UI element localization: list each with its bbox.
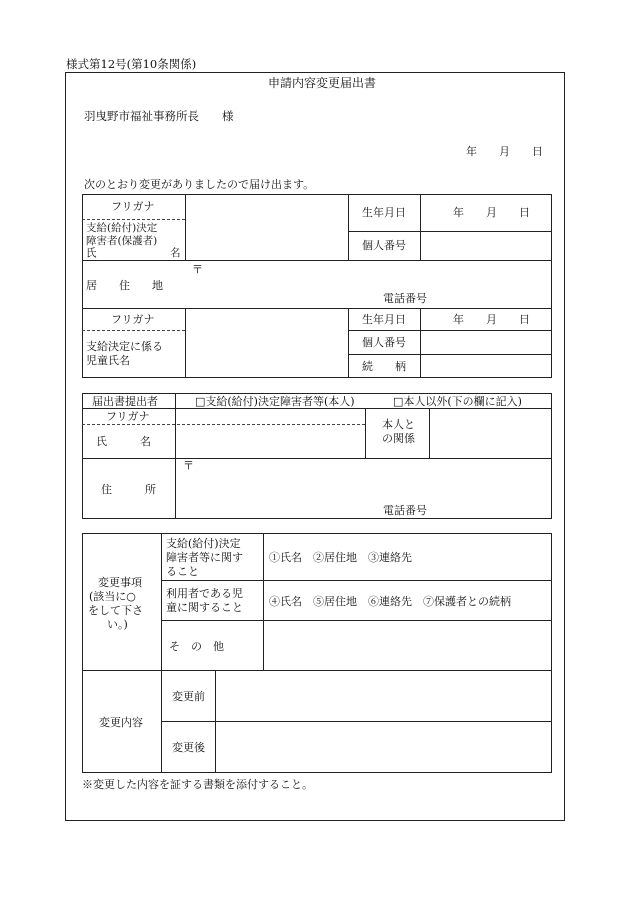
form-title: 申請内容変更届出書 bbox=[268, 76, 377, 90]
address-field[interactable] bbox=[186, 261, 551, 291]
attachment-note: ※変更した内容を証する書類を添付すること。 bbox=[82, 778, 313, 791]
child-id-label: 個人番号 bbox=[362, 336, 406, 349]
category1-options[interactable]: ①氏名 ②居住地 ③連絡先 bbox=[269, 551, 412, 564]
after-change-field[interactable] bbox=[216, 722, 551, 772]
option-other-checkbox[interactable]: □本人以外(下の欄に記入) bbox=[393, 395, 522, 408]
submitter-postal-mark: 〒 bbox=[183, 459, 194, 472]
relation-field[interactable] bbox=[421, 355, 551, 377]
child-name-field[interactable] bbox=[186, 331, 347, 377]
birthdate-label: 生年月日 bbox=[362, 206, 406, 219]
after-change-label: 変更後 bbox=[172, 741, 205, 754]
child-name-label-line2: 児童氏名 bbox=[86, 354, 130, 367]
relation-to-self-label-line2: の関係 bbox=[382, 432, 415, 445]
id-number-label: 個人番号 bbox=[362, 239, 406, 252]
addressee: 羽曳野市福祉事務所長 様 bbox=[84, 109, 234, 123]
phone-label: 電話番号 bbox=[383, 292, 427, 305]
before-change-field[interactable] bbox=[216, 671, 551, 720]
recipient-name-label-line3a: 氏 bbox=[86, 247, 97, 259]
child-birthdate-label: 生年月日 bbox=[362, 313, 406, 326]
change-items-label-line2: (該当に○ bbox=[89, 590, 136, 603]
before-change-label: 変更前 bbox=[172, 690, 205, 703]
category2-label-line2: 童に関すること bbox=[166, 601, 243, 614]
submitter-address-label: 住 所 bbox=[101, 483, 156, 496]
recipient-name-field[interactable] bbox=[186, 195, 347, 259]
submitter-name-label: 氏 名 bbox=[96, 435, 151, 448]
category2-label-line1: 利用者である児 bbox=[166, 587, 243, 600]
furigana-label: フリガナ bbox=[111, 200, 155, 213]
intro-text: 次のとおり変更がありましたので届け出ます。 bbox=[84, 178, 315, 191]
form-number-label: 様式第12号(第10条関係) bbox=[66, 57, 197, 71]
id-number-field[interactable] bbox=[421, 232, 551, 259]
submitter-address-field[interactable] bbox=[176, 459, 551, 499]
category1-label-line1: 支給(給付)決定 bbox=[166, 537, 241, 550]
submitter-furigana-label: フリガナ bbox=[106, 410, 150, 423]
category2-options[interactable]: ④氏名 ⑤居住地 ⑥連絡先 ⑦保護者との続柄 bbox=[269, 595, 511, 608]
relation-to-self-label-line1: 本人と bbox=[382, 418, 415, 431]
address-label: 居 住 地 bbox=[86, 279, 163, 292]
category1-label-line3: ること bbox=[166, 565, 199, 578]
category3-label: そ の 他 bbox=[169, 640, 224, 653]
recipient-name-label-line2: 障害者(保護者) bbox=[86, 235, 158, 247]
other-change-field[interactable] bbox=[264, 621, 551, 669]
postal-mark: 〒 bbox=[192, 263, 203, 276]
change-items-label-line1: 変更事項 bbox=[98, 576, 142, 589]
child-birthdate-field[interactable]: 年 月 日 bbox=[453, 313, 530, 326]
submitter-phone-label: 電話番号 bbox=[383, 504, 427, 517]
change-items-label-line3: をして下さ bbox=[88, 604, 143, 617]
change-content-label: 変更内容 bbox=[99, 716, 143, 729]
child-furigana-label: フリガナ bbox=[111, 313, 155, 326]
option-self-checkbox[interactable]: □支給(給付)決定障害者等(本人) bbox=[195, 395, 355, 408]
child-name-label-line1: 支給決定に係る bbox=[86, 340, 163, 353]
recipient-name-label-line3b: 名 bbox=[170, 247, 181, 259]
birthdate-field[interactable]: 年 月 日 bbox=[453, 206, 530, 219]
submitter-name-field[interactable] bbox=[176, 409, 364, 457]
category1-label-line2: 障害者等に関す bbox=[166, 551, 243, 564]
change-items-label-line4: い。) bbox=[107, 618, 128, 631]
relation-to-self-field[interactable] bbox=[430, 409, 551, 457]
child-id-field[interactable] bbox=[421, 331, 551, 353]
recipient-name-label-line1: 支給(給付)決定 bbox=[86, 222, 158, 234]
submitter-label: 届出書提出者 bbox=[92, 395, 158, 408]
submission-date: 年 月 日 bbox=[466, 145, 543, 158]
relation-label: 続 柄 bbox=[362, 360, 406, 373]
